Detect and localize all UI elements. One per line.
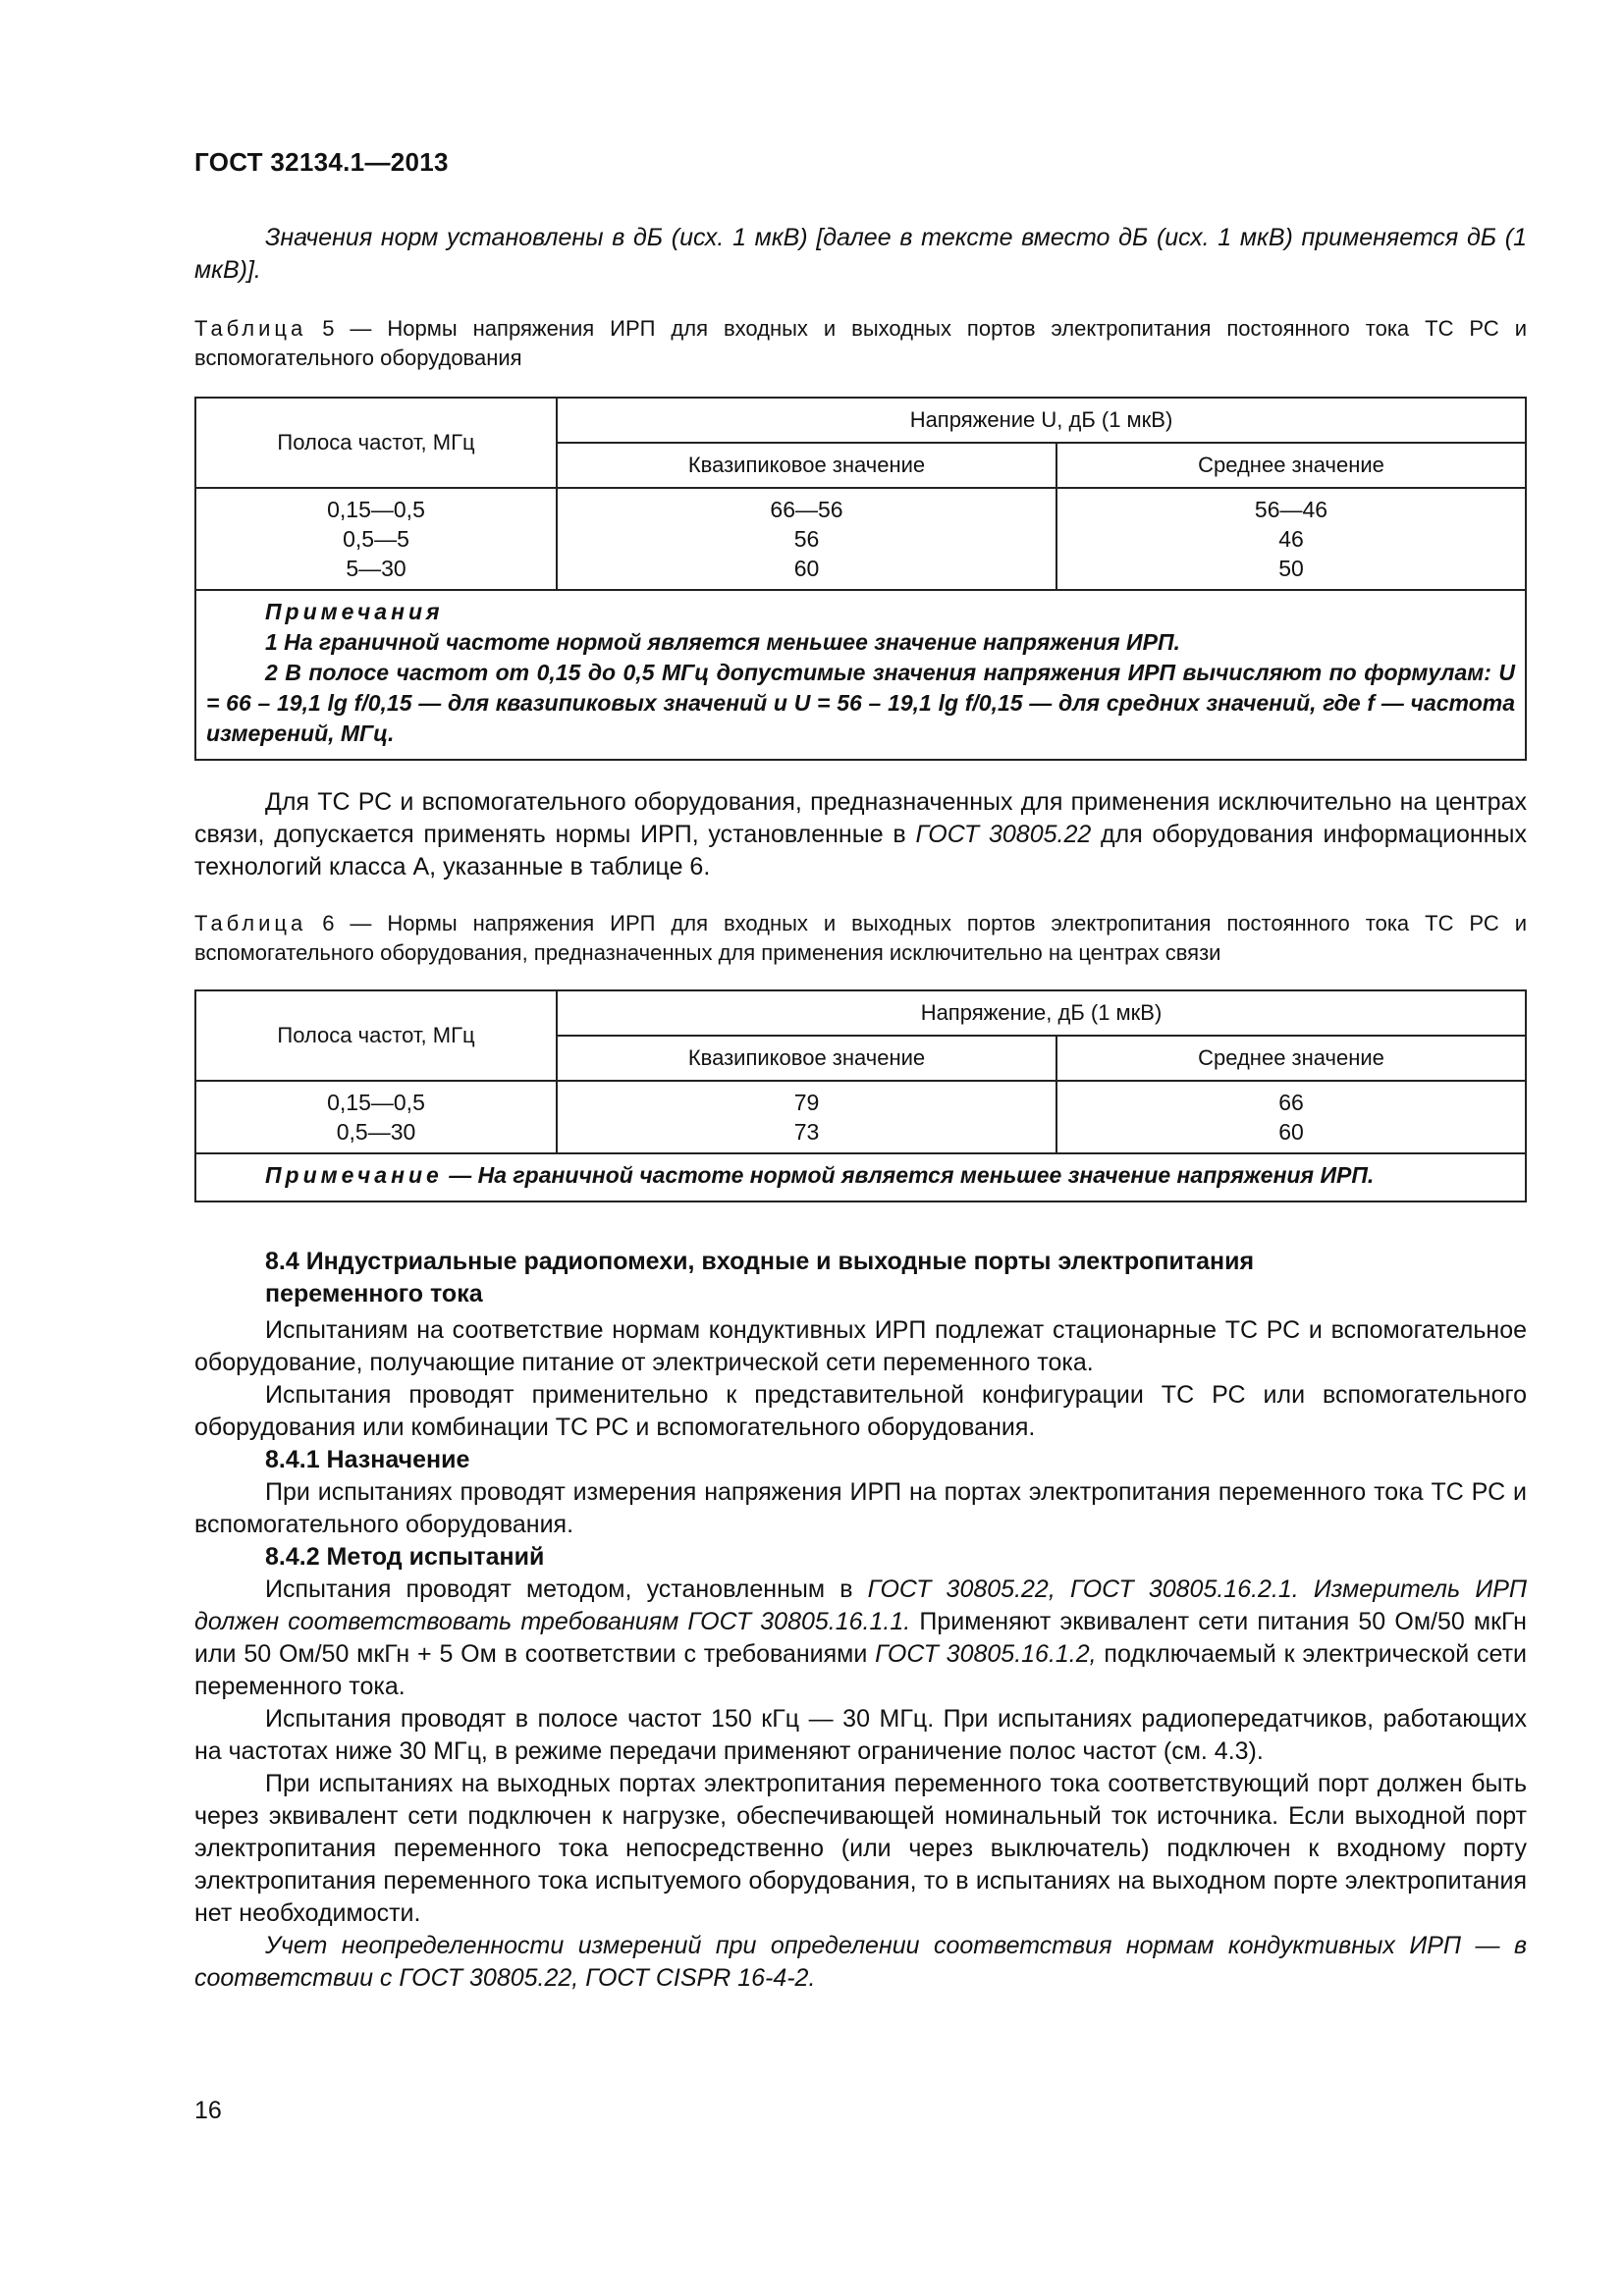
table6-band-cell xyxy=(195,1081,557,1153)
section-8-4-heading-line2: переменного тока xyxy=(265,1280,483,1308)
table5-band-0: 0,15—0,5 xyxy=(327,497,425,522)
centers-paragraph xyxy=(194,786,1527,883)
table6-note-text: — На граничной частоте нормой является меньшее значение напряжения ИРП. xyxy=(442,1162,1375,1188)
s842-p1-e: подключаемый к электрической сети переменного тока. xyxy=(194,1640,1527,1700)
table5-qp-0: 66—56 xyxy=(770,497,843,522)
centers-ref: ГОСТ 30805.22 xyxy=(915,821,1092,848)
table5-band-2: 5—30 xyxy=(346,556,406,581)
table5-band-cell xyxy=(195,488,557,590)
table5-col-voltage xyxy=(557,398,1526,443)
table5-avg-2: 50 xyxy=(1278,556,1304,581)
table6-qp-cell xyxy=(557,1081,1056,1153)
table5-col-band: Полоса частот, МГц xyxy=(195,398,557,488)
section-8-4-2-p3: При испытаниях на выходных портах электропитания переменного тока соответствующий порт должен быть через эквивалент сети подключен к нагрузке, обеспечивающей номинальный ток источника. Если выходной порт электропитания переменного тока непосредственно (или через выключатель) подключен к входному порту электропитания переменного тока испытуемого оборудования, то в испытаниях на выходном порте электропитания нет необходимости. xyxy=(194,1770,1527,1927)
table6-note-label: Примечание xyxy=(265,1162,443,1188)
table6-band-0: 0,15—0,5 xyxy=(327,1090,425,1115)
table5-avg-1: 46 xyxy=(1278,526,1304,552)
s842-p1-c: Применяют эквивалент сети питания 50 Ом/50 мкГн или 50 Ом/50 мкГн + 5 Ом в соответствии с требованиями xyxy=(194,1608,1527,1668)
standard-code: ГОСТ 32134.1—2013 xyxy=(194,147,449,177)
page-body xyxy=(194,222,1527,1995)
table5-note1: 1 На граничной частоте нормой является меньшее значение напряжения ИРП. xyxy=(265,629,1180,655)
table5-col-voltage-label: Напряжение U, дБ (1 мкВ) xyxy=(909,407,1173,432)
table6-col-band: Полоса частот, МГц xyxy=(195,990,557,1081)
table5-notes-row xyxy=(195,590,1526,760)
table5-caption xyxy=(194,314,1527,373)
table6-qp-1: 73 xyxy=(793,1119,820,1145)
table6 xyxy=(194,989,1527,1202)
table5-note2: 2 В полосе частот от 0,15 до 0,5 МГц допустимые значения напряжения ИРП вычисляют по формулам: U = 66 – 19,1 lg f/0,15 — для квазипиковых значений и U = 56 – 19,1 lg f/0,15 — для средних значений, где f — частота измерений, МГц. xyxy=(206,660,1515,746)
section-8-4-p2: Испытания проводят применительно к представительной конфигурации ТС РС или вспомогательного оборудования или комбинации ТС РС и вспомогательного оборудования. xyxy=(194,1381,1527,1441)
table6-note xyxy=(195,1153,1526,1201)
table5-band-1: 0,5—5 xyxy=(343,526,409,552)
table5-col-qp: Квазипиковое значение xyxy=(557,443,1056,488)
intro-paragraph: Значения норм установлены в дБ (исх. 1 мкВ) [далее в тексте вместо дБ (исх. 1 мкВ) применяется дБ (1 мкВ)]. xyxy=(194,224,1527,284)
page-number: 16 xyxy=(194,2097,222,2124)
section-8-4-2-p2: Испытания проводят в полосе частот 150 кГц — 30 МГц. При испытаниях радиопередатчиков, работающих на частотах ниже 30 МГц, в режиме передачи применяют ограничение полос частот (см. 4.3). xyxy=(194,1705,1527,1765)
table6-avg-1: 60 xyxy=(1278,1119,1304,1145)
table6-qp-0: 79 xyxy=(793,1090,820,1115)
section-8-4-2-heading: 8.4.2 Метод испытаний xyxy=(265,1543,545,1571)
table5-avg-0: 56—46 xyxy=(1254,497,1328,522)
table5 xyxy=(194,397,1527,761)
section-8-4-heading-line1: 8.4 Индустриальные радиопомехи, входные и выходные порты электропитания xyxy=(265,1248,1255,1275)
s842-p1-d: ГОСТ 30805.16.1.2, xyxy=(875,1640,1097,1668)
s842-p1-b: ГОСТ 30805.22, ГОСТ 30805.16.2.1. Измеритель ИРП должен соответствовать требованиям ГОСТ 30805.16.1.1. xyxy=(194,1575,1527,1635)
table5-notes-title: Примечания xyxy=(265,599,444,624)
table5-qp-2: 60 xyxy=(793,556,820,581)
table6-avg-cell xyxy=(1056,1081,1526,1153)
table6-col-qp: Квазипиковое значение xyxy=(557,1036,1056,1081)
section-8-4-heading xyxy=(194,1246,1527,1310)
table5-avg-cell xyxy=(1056,488,1526,590)
section-8-4-2-p4: Учет неопределенности измерений при определении соответствия нормам кондуктивных ИРП — в соответствии с ГОСТ 30805.22, ГОСТ CISPR 16-4-2. xyxy=(194,1932,1527,1992)
section-8-4-2-p1 xyxy=(194,1574,1527,1703)
centers-text1: Для ТС РС и вспомогательного оборудования, предназначенных для применения исключительно на центрах связи, допускается применять нормы ИРП, установленные в xyxy=(194,788,1527,848)
table6-col-voltage: Напряжение, дБ (1 мкВ) xyxy=(557,990,1526,1036)
table5-qp-cell xyxy=(557,488,1056,590)
table6-col-avg: Среднее значение xyxy=(1056,1036,1526,1081)
table-row xyxy=(195,488,1526,590)
table6-caption-label: Таблица xyxy=(194,911,307,935)
table5-notes xyxy=(195,590,1526,760)
table6-avg-0: 66 xyxy=(1278,1090,1304,1115)
table6-band-1: 0,5—30 xyxy=(336,1119,416,1145)
table6-note-row xyxy=(195,1153,1526,1201)
s842-p1-a: Испытания проводят методом, установленным в xyxy=(265,1575,868,1603)
table6-caption xyxy=(194,909,1527,968)
section-8-4-p1: Испытаниям на соответствие нормам кондуктивных ИРП подлежат стационарные ТС РС и вспомогательное оборудование, получающие питание от электрической сети переменного тока. xyxy=(194,1316,1527,1376)
table5-caption-text: 5 — Нормы напряжения ИРП для входных и выходных портов электропитания постоянного тока ТС РС и вспомогательного оборудования xyxy=(194,316,1527,370)
table6-caption-text: 6 — Нормы напряжения ИРП для входных и выходных портов электропитания постоянного тока ТС РС и вспомогательного оборудования, предназначенных для применения исключительно на центрах связи xyxy=(194,911,1527,965)
section-8-4-1-p: При испытаниях проводят измерения напряжения ИРП на портах электропитания переменного тока ТС РС и вспомогательного оборудования. xyxy=(194,1478,1527,1538)
table5-qp-1: 56 xyxy=(793,526,820,552)
table5-caption-label: Таблица xyxy=(194,316,307,341)
table-row xyxy=(195,1081,1526,1153)
section-8-4-1-heading: 8.4.1 Назначение xyxy=(265,1446,470,1473)
table5-col-avg: Среднее значение xyxy=(1056,443,1526,488)
centers-text2: для оборудования информационных технологий класса А, указанные в таблице 6. xyxy=(194,821,1527,881)
